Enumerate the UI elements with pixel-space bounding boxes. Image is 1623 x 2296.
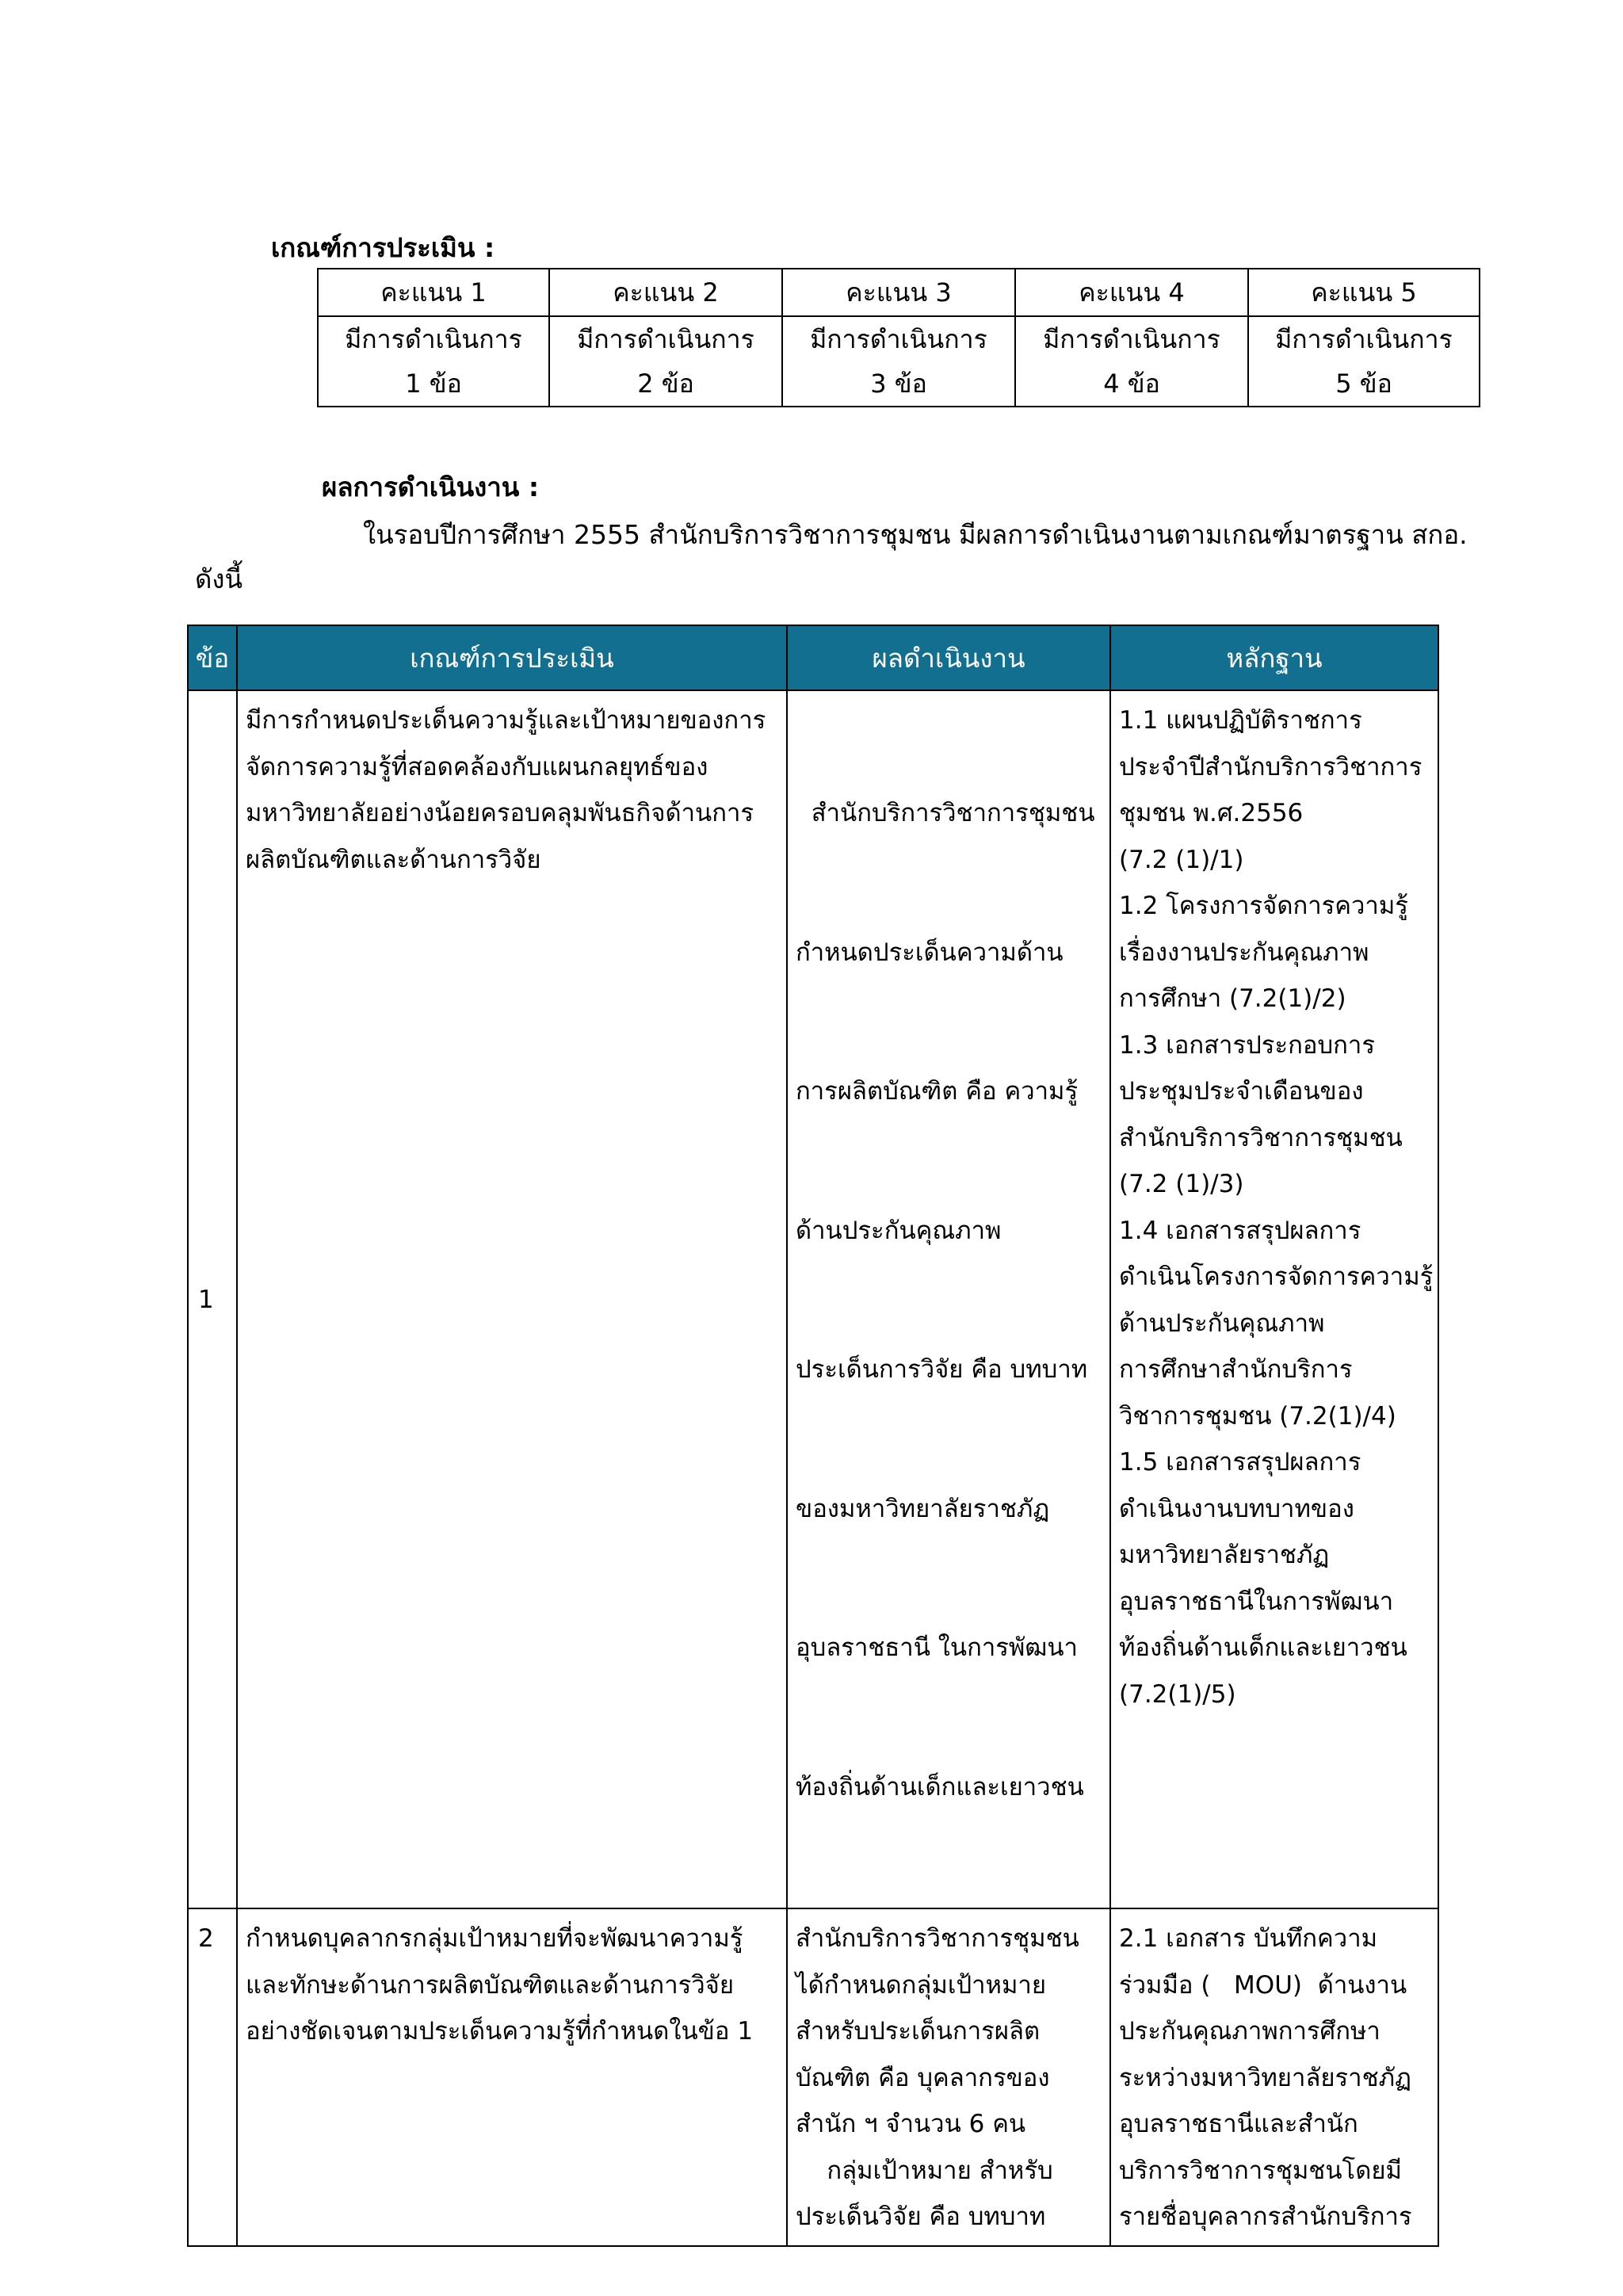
text-line: ประเด็นการวิจัย คือ บทบาท [796,1355,1088,1384]
text-line: บัณฑิต คือ บุคลากรของ [796,2063,1050,2092]
text-line: อุบลราชธานีในการพัฒนา [1119,1587,1394,1616]
text-line: อุบลราชธานีและสำนัก [1119,2110,1358,2138]
text-line: 3 ข้อ [870,369,927,399]
criteria-cell [237,690,787,1908]
intro-text: ในรอบปีการศึกษา 2555 สำนักบริการวิชาการชุมชน มีผลการดำเนินงานตามเกณฑ์มาตรฐาน สกอ. [363,519,1468,550]
text-line: 1.3 เอกสารประกอบการ [1119,1030,1375,1060]
text-line: อย่างชัดเจนตามประเด็นความรู้ที่กำหนดในข้อ 1 [246,2017,754,2046]
table-row [188,690,1438,1908]
text-line: 4 ข้อ [1103,369,1160,399]
text-line: การศึกษาสำนักบริการ [1119,1355,1353,1384]
header-result: ผลดำเนินงาน [787,625,1110,690]
text-line: มีการดำเนินการ [577,324,754,354]
header-evidence: หลักฐาน [1110,625,1438,690]
table-row [188,1908,1438,2246]
text-line: อุบลราชธานี ในการพัฒนา [796,1633,1078,1662]
text-line: (7.2(1)/5) [1119,1679,1236,1709]
text-line: ประเด็นวิจัย คือ บทบาท [796,2202,1046,2231]
header-criteria: เกณฑ์การประเมิน [237,625,787,690]
criteria-heading: เกณฑ์การประเมิน : [271,232,495,263]
result-cell [787,1908,1110,2246]
text-line: การผลิตบัณฑิต คือ ความรู้ [796,1077,1079,1106]
text-line: ท้องถิ่นด้านเด็กและเยาวชน [796,1772,1084,1801]
score-header-2: คะแนน 2 [549,269,782,316]
text-line: วิชาการชุมชน (7.2(1)/4) [1119,1401,1396,1431]
text-line: มีการกำหนดประเด็นความรู้และเป้าหมายของการ [246,706,766,735]
text-line: 2 ข้อ [637,369,694,399]
text-line: ผลิตบัณฑิตและด้านการวิจัย [246,845,541,874]
text-line: ด้านประกันคุณภาพ [796,1216,1002,1245]
row-number: 1 [188,690,237,1908]
text-line: กำหนดประเด็นความด้าน [796,938,1064,967]
results-header-row [188,625,1438,690]
score-desc-row [318,316,1480,407]
score-desc-4 [1015,316,1248,407]
criteria-cell [237,1908,787,2246]
text-line: ชุมชน พ.ศ.2556 [1119,799,1304,827]
text-line: สำนักบริการวิชาการชุมชน [796,799,1095,827]
text-line: ของมหาวิทยาลัยราชภัฏ [796,1494,1050,1523]
score-header-3: คะแนน 3 [782,269,1015,316]
score-header-4: คะแนน 4 [1015,269,1248,316]
score-desc-5 [1248,316,1480,407]
text-line: สำนัก ฯ จำนวน 6 คน [796,2110,1026,2138]
score-desc-2 [549,316,782,407]
text-line: มีการดำเนินการ [1043,324,1220,354]
score-desc-3 [782,316,1015,407]
score-desc-1 [318,316,549,407]
text-line: ร่วมมือ ( MOU) ด้านงาน [1119,1970,1407,2000]
text-line: ท้องถิ่นด้านเด็กและเยาวชน [1119,1633,1407,1662]
results-table [187,625,1439,2247]
text-line: มหาวิทยาลัยราชภัฏ [1119,1541,1330,1569]
text-line: สำหรับประเด็นการผลิต [796,2017,1041,2046]
header-no: ข้อ [188,625,237,690]
text-line: (7.2 (1)/1) [1119,845,1244,874]
text-line: ประชุมประจำเดือนของ [1119,1077,1364,1106]
text-line: 1 ข้อ [405,369,462,399]
text-line: 5 ข้อ [1335,369,1392,399]
score-table [317,268,1480,407]
text-line: ดำเนินงานบทบาทของ [1119,1494,1354,1523]
text-line: กลุ่มเป้าหมาย สำหรับ [796,2156,1053,2185]
result-cell [787,690,1110,1908]
text-line: ด้านประกันคุณภาพ [1119,1308,1325,1338]
text-line: มีการดำเนินการ [810,324,987,354]
intro-text-continued: ดังนี้ [195,563,243,594]
score-header-5: คะแนน 5 [1248,269,1480,316]
score-header-1: คะแนน 1 [318,269,549,316]
row-number: 2 [188,1908,237,2246]
text-line: 1.1 แผนปฏิบัติราชการ [1119,706,1362,735]
text-line: มีการดำเนินการ [1275,324,1453,354]
text-line: 1.4 เอกสารสรุปผลการ [1119,1216,1361,1245]
text-line: (7.2 (1)/3) [1119,1170,1244,1198]
text-line: บริการวิชาการชุมชนโดยมี [1119,2156,1402,2185]
text-line: เรื่องงานประกันคุณภาพ [1119,938,1369,967]
result-heading: ผลการดำเนินงาน : [322,472,540,502]
score-header-row [318,269,1480,316]
text-line: 1.2 โครงการจัดการความรู้ [1119,892,1408,920]
text-line: ดำเนินโครงการจัดการความรู้ [1119,1263,1434,1291]
text-line: สำนักบริการวิชาการชุมชน [796,1924,1079,1953]
text-line: จัดการความรู้ที่สอดคล้องกับแผนกลยุทธ์ของ [246,752,708,781]
text-line: กำหนดบุคลากรกลุ่มเป้าหมายที่จะพัฒนาความรู้ [246,1924,743,1953]
text-line: และทักษะด้านการผลิตบัณฑิตและด้านการวิจัย [246,1970,734,2000]
evidence-cell [1110,690,1438,1908]
text-line: มหาวิทยาลัยอย่างน้อยครอบคลุมพันธกิจด้านการ [246,799,754,827]
text-line: การศึกษา (7.2(1)/2) [1119,984,1346,1013]
text-line: ประจำปีสำนักบริการวิชาการ [1119,752,1423,781]
text-line: ระหว่างมหาวิทยาลัยราชภัฏ [1119,2063,1411,2092]
text-line: 1.5 เอกสารสรุปผลการ [1119,1448,1361,1477]
text-line: มีการดำเนินการ [345,324,522,354]
text-line: 2.1 เอกสาร บันทึกความ [1119,1924,1378,1953]
text-line: ได้กำหนดกลุ่มเป้าหมาย [796,1970,1046,2000]
text-line: ประกันคุณภาพการศึกษา [1119,2017,1381,2046]
text-line: สำนักบริการวิชาการชุมชน [1119,1123,1403,1152]
evidence-cell [1110,1908,1438,2246]
text-line: รายชื่อบุคลากรสำนักบริการ [1119,2202,1412,2231]
